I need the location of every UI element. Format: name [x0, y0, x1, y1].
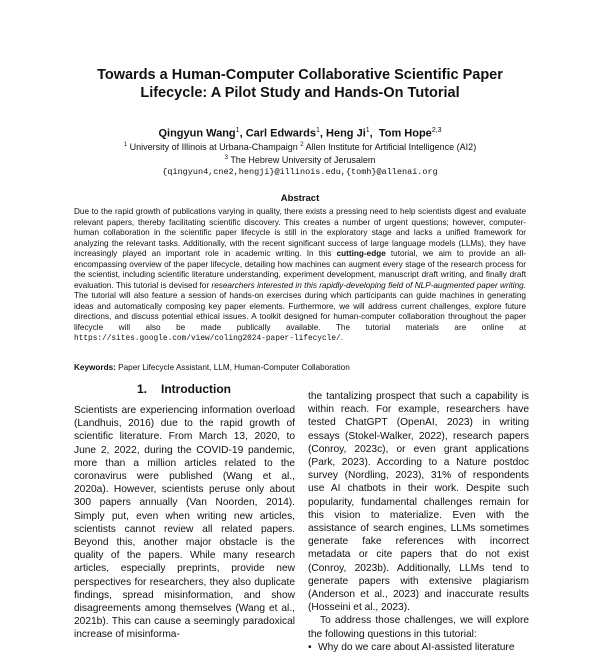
left-column: [74, 404, 295, 642]
keywords-label: Keywords:: [74, 363, 116, 372]
right-column: [308, 390, 529, 654]
author-name: Heng Ji: [326, 127, 366, 140]
author-name: Tom Hope: [378, 127, 432, 140]
tutorial-url[interactable]: https://sites.google.com/view/coling2024-paper-lifecycle/: [74, 335, 341, 343]
abstract-heading: Abstract: [280, 193, 320, 204]
intro-paragraph: To address those challenges, we will explore the following questions in this tutorial:: [308, 615, 529, 640]
bullet-icon: •: [308, 641, 312, 653]
section-heading-introduction: 1. Introduction: [137, 382, 231, 396]
intro-paragraph: Scientists are experiencing information overload (Landhuis, 2016) due to the rapid growth of scientific literature. From March 13, 2020, to June 2, 2022, during the COVID-19 pandemic, more than a million articles related to the coronavirus were published (Wang et al., 2020a). However, scientists peruse only about 300 papers annually (Van Noorden, 2014). Simply put, even when writing new articles, scientists cannot review all related papers. Beyond this, another major obstacle is the quality of the papers. While many research articles, especially preprints, provide new perspectives for researchers, they also duplicate findings, spread misinformation, and show disagreements among themselves (Wang et al., 2021b). This can cause a seemingly paradoxical increase of misinforma-: [74, 405, 295, 641]
keywords-list: Paper Lifecycle Assistant, LLM, Human-Computer Collaboration: [118, 363, 350, 372]
affiliation-line-2: $^3$ The Hebrew University of Jerusalem: [224, 155, 376, 165]
keywords: [74, 362, 526, 373]
author-name: Qingyun Wang: [158, 127, 236, 140]
intro-paragraph-continued: the tantalizing prospect that such a capability is within reach. For example, researchers have tested ChatGPT (OpenAI, 2023) in writing essays (Stokel-Walker, 2022), research papers (Conroy, 2023c), or even grant applications (Park, 2023). According to a Nature postdoc survey (Nordling, 2023), 31% of respondents use AI chatbots in their work. Despite such popularity, fundamental challenges remain for this vision to materialize. Even with the assistance of search engines, LLMs sometimes generate fake references with incorrect metadata or cite papers that do not exist (Conroy, 2023b). Additionally, LLMs tend to generate papers with extensive plagiarism (Anderson et al., 2023) and inaccurate results (Hosseini et al., 2023).: [308, 391, 529, 614]
bullet-item: • Why do we care about AI-assisted literature: [308, 641, 515, 653]
abstract-text: Due to the rapid growth of publications varying in quality, there exists a pressing need to help scientists digest and evaluate relevant papers, thereby facilitating scientific discovery. This creates a number of urgent questions; however, computer-human collaboration in the scientific paper lifecycle is still in the exploratory stage and lacks a unified framework for analyzing the relevant tasks. Additionally, with the recent significant success of large language models (LLMs), they have increasingly played an important role in academic writing. In this cutting-edge tutorial, we aim to provide an all-encompassing overview of the paper lifecycle, detailing how machines can augment every stage of the research process for the scientist, including scientific literature understanding, experiment development, manuscript draft writing, and finally draft evaluation. This tutorial is devised for researchers interested in this rapidly-developing field of NLP-augmented paper writing. The tutorial will also feature a session of hands-on exercises during which participants can guide machines in generating ideas and automatically composing key paper elements. Furthermore, we will address current challenges, explore future directions, and discuss potential ethical issues. A toolkit designed for human-computer collaboration throughout the paper lifecycle will also be made publically available. The tutorial materials are online at https://sites.google.com/view/coling2024-paper-lifecycle/.: [74, 207, 526, 343]
affiliation-line-1: $^1$ University of Illinois at Urbana-Champaign $^2$ Allen Institute for Artificial Intelligence (AI2): [123, 142, 477, 152]
paper-title: Towards a Human-Computer Collaborative Scientific Paper Lifecycle: A Pilot Study and Hands-On Tutorial: [97, 67, 503, 101]
author-emails: {qingyun4,cne2,hengji}@illinois.edu,{tomh}@allenai.org: [162, 167, 438, 177]
author-name: Carl Edwards: [245, 127, 316, 140]
author-list: Qingyun Wang$^1$, Carl Edwards$^1$, Heng Ji$^1$, Tom Hope$^{2,3}$: [158, 127, 442, 140]
